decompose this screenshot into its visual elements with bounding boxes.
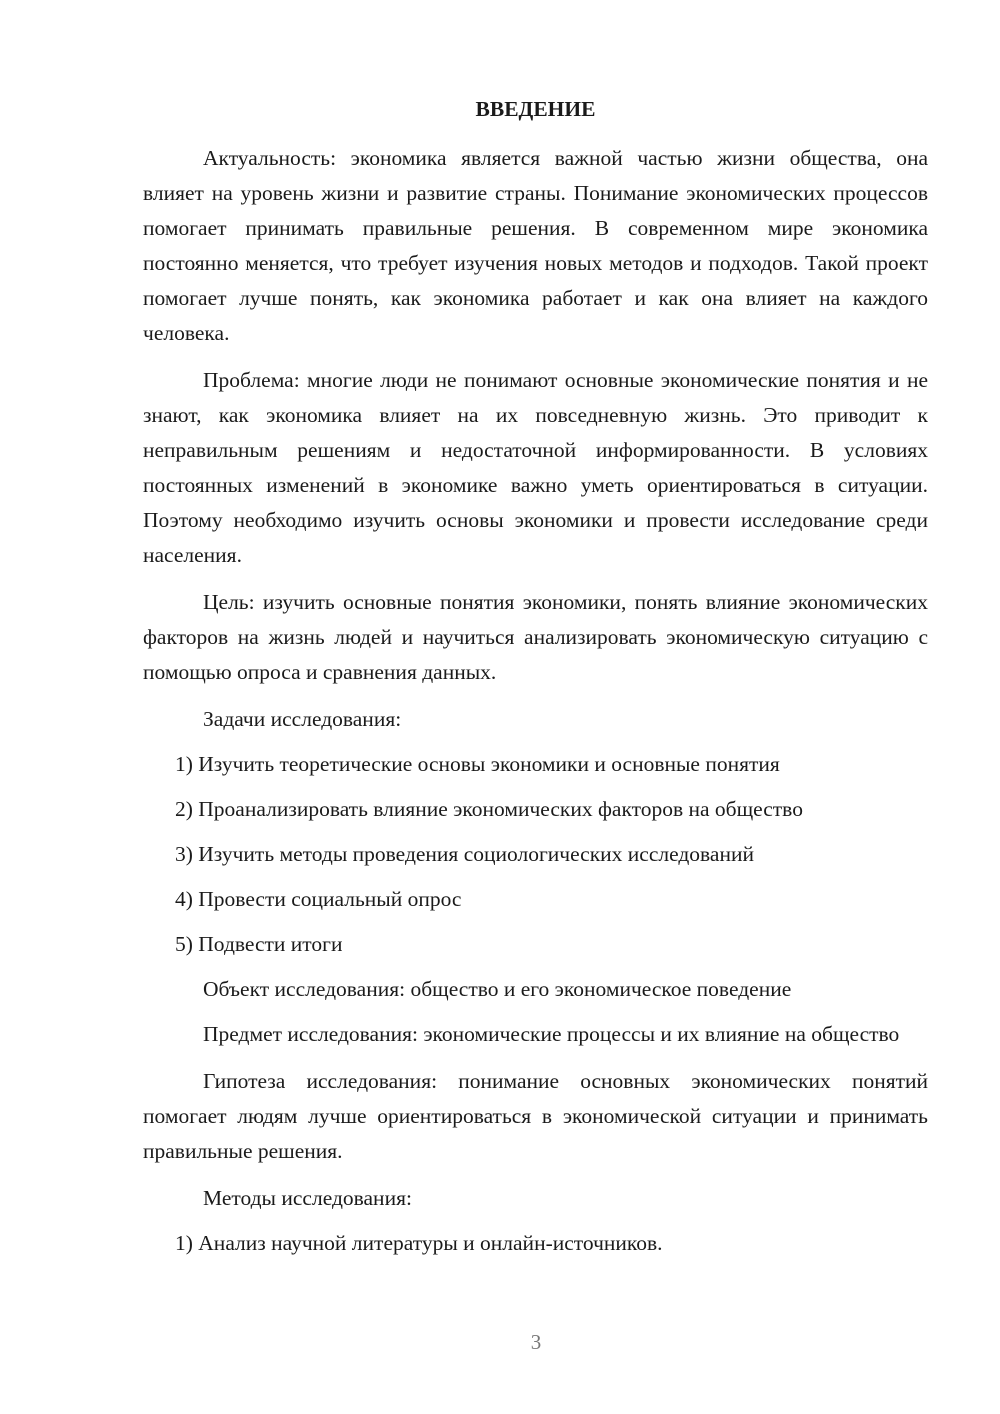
document-page xyxy=(143,92,928,1271)
task-item: 1) Изучить теоретические основы экономики и основные понятия xyxy=(175,752,780,776)
methods-list xyxy=(143,1226,928,1261)
task-item: 4) Провести социальный опрос xyxy=(175,887,462,911)
object-paragraph: Объект исследования: общество и его экономическое поведение xyxy=(203,977,792,1001)
task-item: 2) Проанализировать влияние экономических факторов на общество xyxy=(175,797,803,821)
problem-paragraph: Проблема: многие люди не понимают основные экономические понятия и не знают, как экономика влияет на их повседневную жизнь. Это приводит к неправильным решениям и недостаточной информированности. В условиях постоянных изменений в экономике важно уметь ориентироваться в ситуации. Поэтому необходимо изучить основы экономики и провести исследование среди населения. xyxy=(143,368,928,567)
section-title: ВВЕДЕНИЕ xyxy=(475,97,596,121)
tasks-heading: Задачи исследования: xyxy=(203,707,402,731)
method-item: 1) Анализ научной литературы и онлайн-источников. xyxy=(175,1231,663,1255)
tasks-list xyxy=(143,747,928,962)
hypothesis-paragraph: Гипотеза исследования: понимание основных экономических понятий помогает людям лучше ориентироваться в экономической ситуации и принимать правильные решения. xyxy=(143,1069,928,1163)
task-item: 5) Подвести итоги xyxy=(175,932,343,956)
task-item: 3) Изучить методы проведения социологических исследований xyxy=(175,842,754,866)
methods-heading: Методы исследования: xyxy=(203,1186,412,1210)
subject-paragraph: Предмет исследования: экономические процессы и их влияние на общество xyxy=(203,1022,900,1046)
relevance-paragraph: Актуальность: экономика является важной частью жизни общества, она влияет на уровень жизни и развитие страны. Понимание экономических процессов помогает принимать правильные решения. В современном мире экономика постоянно меняется, что требует изучения новых методов и подходов. Такой проект помогает лучше понять, как экономика работает и как она влияет на каждого человека. xyxy=(143,146,928,345)
goal-paragraph: Цель: изучить основные понятия экономики, понять влияние экономических факторов на жизнь людей и научиться анализировать экономическую ситуацию с помощью опроса и сравнения данных. xyxy=(143,590,928,684)
page-number: 3 xyxy=(530,1330,542,1354)
